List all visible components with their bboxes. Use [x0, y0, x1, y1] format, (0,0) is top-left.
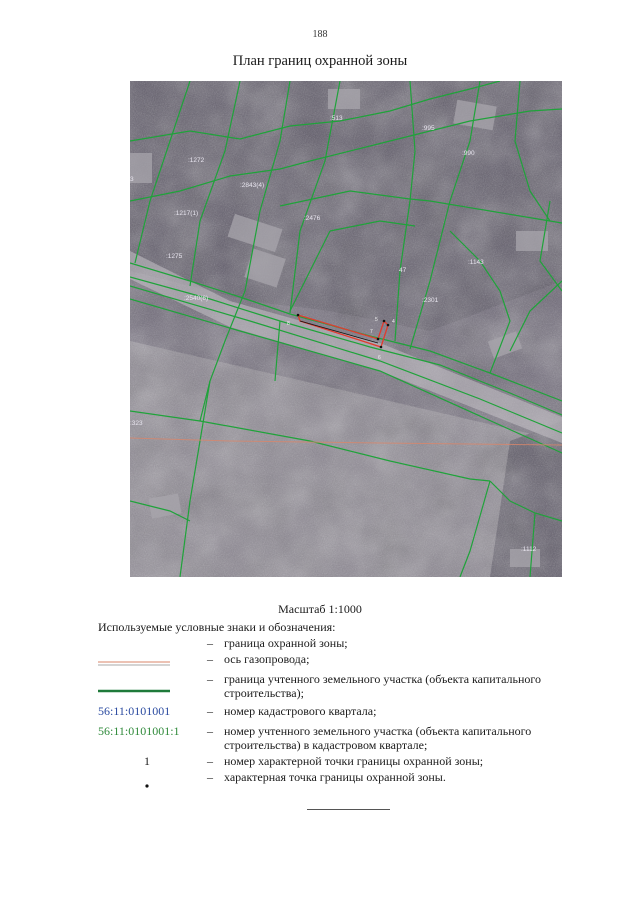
parcel-label: :513	[330, 115, 343, 122]
legend-description: ось газопровода;	[224, 652, 310, 666]
legend-heading: Используемые условные знаки и обозначения:	[98, 620, 336, 634]
parcel-border-line-icon	[98, 689, 170, 693]
parcel-label: :2540(6)	[184, 295, 209, 302]
legend-dash: –	[207, 652, 213, 666]
legend-dash: –	[207, 724, 213, 738]
point-dot-icon	[144, 778, 150, 792]
legend-dash: –	[207, 636, 213, 650]
legend-description: номер характерной точки границы охранной зоны;	[224, 754, 484, 768]
parcel-label: :2301	[422, 297, 439, 304]
footer-divider	[307, 809, 390, 810]
parcel-label: :323	[130, 420, 143, 427]
gas-pipeline-line-icon	[98, 661, 170, 667]
parcel-label: :1143	[468, 259, 484, 266]
parcel-label: :990	[462, 150, 475, 157]
legend-description: номер кадастрового квартала;	[224, 704, 377, 718]
point-number-label: 4	[392, 319, 395, 325]
parcel-number-code: 56:11:0101001:1	[98, 724, 180, 738]
page-title: План границ охранной зоны	[232, 53, 408, 69]
parcel-label: :2843(4)	[240, 182, 265, 189]
cadastral-quarter-code: 56:11:0101001	[98, 704, 171, 718]
parcel-label: :1217(1)	[174, 210, 199, 217]
point-number-label: 6	[378, 355, 381, 361]
parcel-label: :995	[422, 125, 435, 132]
point-number-label: 8	[287, 321, 290, 327]
legend-description: граница охранной зоны;	[224, 636, 348, 650]
legend-dash: –	[207, 754, 213, 768]
parcel-label: :2476	[304, 215, 321, 222]
point-number-label: 7	[370, 329, 373, 335]
map-scale: Масштаб 1:1000	[278, 602, 362, 616]
legend-description: номер учтенного земельного участка (объекта капитального строительства) в кадастровом квартале;	[224, 724, 532, 752]
legend-description: граница учтенного земельного участка (объекта капитального строительства);	[224, 672, 542, 700]
point-number-label: 5	[375, 317, 378, 323]
parcel-border-symbol	[98, 682, 170, 685]
page-number: 188	[312, 29, 328, 40]
point-number-example: 1	[144, 754, 150, 768]
legend-dash: –	[207, 672, 213, 686]
gas-pipeline-symbol	[98, 656, 170, 659]
parcel-label: :1275	[166, 253, 183, 260]
parcel-label: 3	[130, 176, 134, 183]
parcel-label: 47	[399, 267, 407, 274]
parcel-label: :1112	[521, 546, 537, 553]
aerial-map-svg	[130, 81, 562, 577]
parcel-label: :1272	[188, 157, 205, 164]
protected-zone-map	[130, 81, 562, 577]
legend-description: характерная точка границы охранной зоны.	[224, 770, 446, 784]
legend-dash: –	[207, 770, 213, 784]
legend-dash: –	[207, 704, 213, 718]
